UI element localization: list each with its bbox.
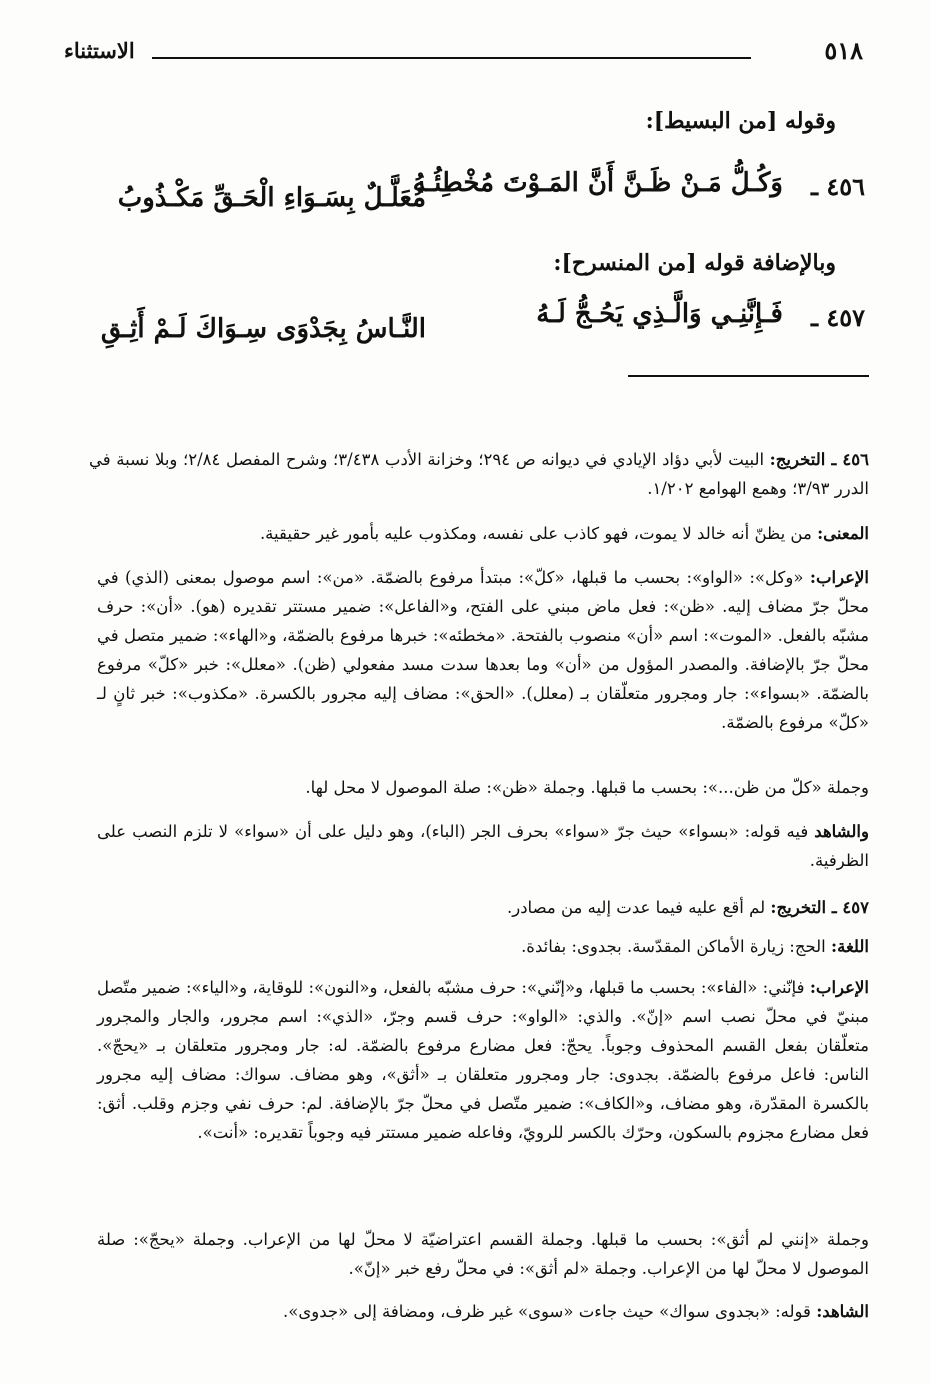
lugha-457-text: الحج: زيارة الأماكن المقدّسة. بجدوى: بفائدة. <box>521 937 826 956</box>
irab-457 <box>97 973 869 1147</box>
jumla-456 <box>119 773 869 802</box>
verse-intro-457: وبالإضافة قوله [من المنسرح]: <box>553 250 836 276</box>
meaning-456-label: المعنى: <box>817 524 869 543</box>
takhrij-456-text: البيت لأبي دؤاد الإيادي في ديوانه ص ٢٩٤؛ وخزانة الأدب ٣/٤٣٨؛ وشرح المفصل ٢/٨٤؛ وبلا نسبة في الدرر ٣/٩٣؛ وهمع الهوامع ١/٢٠٢. <box>89 450 869 498</box>
irab-456-text: «وكل»: «الواو»: بحسب ما قبلها، «كلّ»: مبتدأ مرفوع بالضمّة. «من»: اسم موصول بمعنى (الذي) في محلّ جرّ مضاف إليه. «ظن»: فعل ماض مبني على الفتح، و«الفاعل»: ضمير مستتر تقديره (هو). «أن»: حرف مشبّه بالفعل. «الموت»: اسم «أن» منصوب بالفتحة. «مخطئه»: خبرها مرفوع بالضمّة، و«الهاء»: ضمير متصل في محلّ جرّ بالإضافة. والمصدر المؤول من «أن» وما بعدها سدت مسد مفعولي (ظن). «معلل»: خبر «كلّ» مرفوع بالضمّة. «بسواء»: جار ومجرور متعلّقان بـ (معلل). «الحق»: مضاف إليه مجرور بالكسرة. «مكذوب»: خبر ثانٍ لـ «كلّ» مرفوع بالضمّة. <box>97 568 869 732</box>
shahid-457-text: قوله: «بجدوى سواك» حيث جاءت «سوى» غير ظرف، ومضافة إلى «جدوى». <box>282 1302 811 1321</box>
shahid-456-text: فيه قوله: «بسواء» حيث جرّ «سواء» بحرف الجر (الباء)، وهو دليل على أن «سواء» لا تلزم النصب على الظرفية. <box>97 822 869 870</box>
irab-457-text: فإنّني: «الفاء»: بحسب ما قبلها، و«إنّني»: حرف مشبّه بالفعل، و«النون»: للوقاية، و«الياء»: ضمير متّصل مبنيّ في محلّ نصب اسم «إنّ». والذي: «الواو»: حرف قسم وجرّ، «الذي»: اسم مجرور، والجار والمجرور متعلّقان بفعل القسم المحذوف وجوباً. يحجّ: فعل مضارع مرفوع بالضمّة. له: جار ومجرور متعلقان بـ «يحجّ». الناس: فاعل مرفوع بالضمّة. بجدوى: جار ومجرور متعلقان بـ «أثق»، وهو مضاف. سواك: مضاف إليه مجرور بالكسرة المقدّرة، وهو مضاف، و«الكاف»: ضمير متّصل في محلّ جرّ بالإضافة. لم: حرف نفي وجزم وقلب. أثق: فعل مضارع مجزوم بالسكون، وحرّك بالكسر للرويّ، وفاعله ضمير مستتر فيه وجوباً تقديره: «أنت». <box>97 978 869 1142</box>
verse-number-456: ٤٥٦ ـ <box>810 172 865 201</box>
footnote-separator <box>628 375 869 377</box>
verse-456-second-hemistich: مُعَلَّـلٌ بِسَـوَاءِ الْحَـقِّ مَكْـذُوبُ <box>117 183 426 213</box>
shahid-457 <box>97 1297 869 1326</box>
verse-457-first-hemistich: فَـإِنَّنِـي وَالَّـذِي يَحُـجُّ لَـهُ <box>536 299 783 329</box>
chapter-title: الاستثناء <box>64 38 135 63</box>
takhrij-457-label: ٤٥٧ ـ التخريج: <box>770 898 869 917</box>
verse-number-457: ٤٥٧ ـ <box>810 303 865 332</box>
jumla-457 <box>97 1225 869 1283</box>
shahid-456 <box>97 817 869 875</box>
takhrij-457-text: لم أقع عليه فيما عدت إليه من مصادر. <box>506 898 766 917</box>
meaning-456-text: من يظنّ أنه خالد لا يموت، فهو كاذب على نفسه، ومكذوب عليه بأمور غير حقيقية. <box>259 524 812 543</box>
irab-457-label: الإعراب: <box>809 978 869 997</box>
verse-457-second-hemistich: النَّـاسُ بِجَدْوَى سِـوَاكَ لَـمْ أَثِـقِ <box>100 314 426 344</box>
meaning-456 <box>119 519 869 548</box>
verse-456-first-hemistich: وَكُـلُّ مَـنْ ظَـنَّ أَنَّ المَـوْتَ مُخْطِئُـهُ <box>412 168 783 198</box>
jumla-456-text: وجملة «كلّ من ظن...»: بحسب ما قبلها. وجملة «ظن»: صلة الموصول لا محل لها. <box>305 778 869 797</box>
lugha-457 <box>119 932 869 961</box>
header-rule <box>152 57 751 59</box>
verse-intro-456: وقوله [من البسيط]: <box>645 108 836 134</box>
page-number: ٥١٨ <box>824 36 863 65</box>
takhrij-457 <box>119 893 869 922</box>
shahid-457-label: الشاهد: <box>816 1302 869 1321</box>
jumla-457-text: وجملة «إنني لم أثق»: بحسب ما قبلها. وجملة القسم اعتراضيّة لا محلّ لها من الإعراب. وجملة «يحجّ»: صلة الموصول لا محلّ لها من الإعراب. وجملة «لم أثق»: في محلّ رفع خبر «إنّ». <box>97 1230 869 1278</box>
shahid-456-label: والشاهد <box>814 822 869 841</box>
irab-456 <box>97 563 869 737</box>
irab-456-label: الإعراب: <box>809 568 870 587</box>
lugha-457-label: اللغة: <box>831 937 869 956</box>
takhrij-456 <box>89 445 869 503</box>
takhrij-456-label: ٤٥٦ ـ التخريج: <box>769 450 869 469</box>
